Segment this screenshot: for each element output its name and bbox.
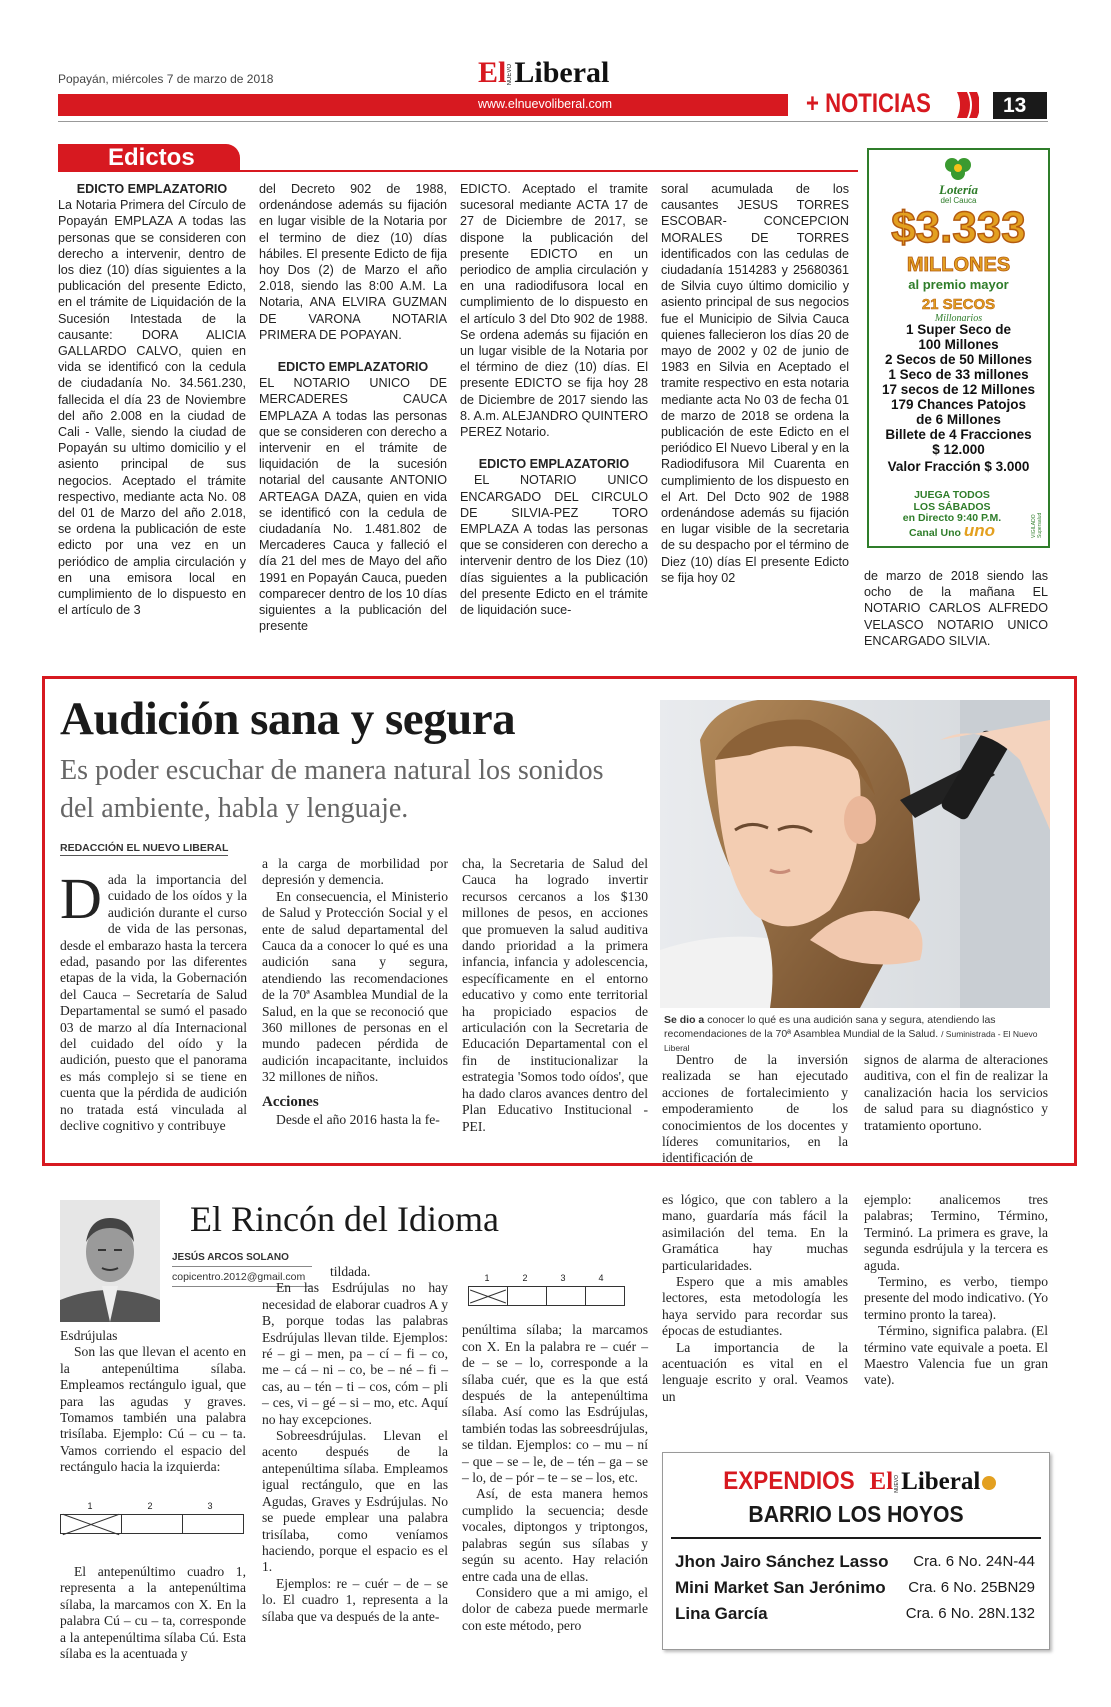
expendios-header [663,1467,1049,1496]
edicto-column-5 [864,568,1048,649]
edicto-text: del Decreto 902 de 1988, ordenándose además su fijación en lugar visible de la Notaria por el termino de diez (10) días hábiles. El presente Edicto de fija hoy Dos (2) de Marzo el año 2.018, siendo las 8:00 A.M. La Notaria, ANA ELVIRA GUZMAN DE VARONA NOTARIA PRIMERA DE POPAYAN. [259,182,447,342]
edictos-title: Edictos [108,144,195,171]
article-byline: REDACCIÓN EL NUEVO LIBERAL [60,842,229,854]
lottery-ad[interactable] [867,148,1050,548]
logo-nuevo: NUEVO [507,63,514,85]
clover-icon [941,156,975,182]
edicto-text: de marzo de 2018 siendo las ocho de la mañana EL NOTARIO CARLOS ALFREDO VELASCO NOTARIO UNICO ENCARGADO SILVIA. [864,569,1048,648]
stores-list [675,1549,1035,1627]
edicto-text: EDICTO. Aceptado el tramite sucesoral mediante ACTA 17 de 27 de Diciembre de 2017, se dispone la publicación del presente EDICTO en un periodico de amplia circulación y en una radiodifusora local en cumplimiento de lo dispuesto en el artículo 3 del Dto 902 de 1988. Se ordena además su fijación en un lugar visible de la Notaria por el término de diez (10) días. El presente EDICTO se fija hoy 28 de Diciembre de 2017 siendo las 8. A.m. ALEJANDRO QUINTERO PEREZ Notario. [460,182,648,440]
barrio-rule [671,1537,1041,1539]
edicto-heading: EDICTO EMPLAZATORIO [478,457,630,472]
logo-el: El [478,56,507,89]
column-title: El Rincón del Idioma [190,1199,499,1239]
article-column-5 [864,1052,1048,1134]
rincon-column-5 [864,1192,1048,1389]
prize-line: Billete de 4 Fracciones [885,427,1032,442]
syllable-diagram-3: 1 2 3 [60,1498,246,1534]
section-title: + NOTICIAS [806,88,931,118]
rincon-text: Son las que llevan el acento en la antepenúltima sílaba. Empleamos rectángulo igual, que para las agudas y graves. Tomamos también una palabra trisílaba. Ejemplo: Cú – cu – ta. Vamos corriendo el espacio del rectángulo hacia la izquierda: [60,1344,246,1475]
lottery-millones: MILLONES [906,254,1011,276]
rincon-text: La importancia de la acentuación es vital en el lenguaje escrito y oral. Veamos un [662,1339,848,1404]
article-photo [660,700,1050,1008]
header-red-bar [58,94,788,116]
article-column-1 [60,866,247,1135]
logo-el: El [869,1468,894,1495]
author-photo [60,1200,160,1322]
article-column-2 [262,856,448,1129]
expendios-title: EXPENDIOS [722,1467,855,1495]
prize-line: 100 Millones [918,337,999,352]
rincon-text: En las Esdrújulas no hay necesidad de elaborar cuadros A y B, porque todas las palabras Esdrújulas llevan tilde. Ejemplos: ré – gi – men, pa – cí – fi – co, me – cá – ni – co, be – né – fi – cas, au – tén – ti – cos, cóm – pli – ces, vi – gé – si – mo, etc. Aquí no hay excepciones. [262,1280,448,1427]
supersalud-seal: VIGILADO Supersalud [1031,512,1043,538]
header-rule [58,121,1048,122]
edicto-column-4 [661,181,849,586]
article-column-4 [662,1052,848,1167]
rincon-text: Término, significa palabra. (El término vate equivale a poeta. El Maestro Valencia fue un gran vate). [864,1323,1048,1388]
rincon-column-2 [262,1264,448,1625]
section-stripes-icon [955,92,979,118]
article-text: cha, la Secretaria de Salud del Cauca ha logrado invertir recursos cercanos a los $130 millones de pesos, en acciones que promueven la salud auditiva dando prioridad a la primera infancia, infancia y adolescencia, específicamente en el entorno educativo y como ente territorial ha propiciado espacios de articulación con la Secretaria de Educación Departamental con el fin de institucionalizar la estrategia 'Somos todo oídos', que ha dado claros avances dentro del Plan Educativo Institucional - PEI. [462,856,648,1134]
article-dropcap: D [60,866,102,931]
author-email[interactable]: copicentro.2012@gmail.com [172,1271,306,1283]
prize-line: Valor Fracción $ 3.000 [887,459,1030,474]
list-item: Lina García Cra. 6 No. 28N.132 [675,1604,1035,1623]
logo-liberal: Liberal [901,1468,981,1495]
rincon-text: Esdrújulas [60,1328,118,1343]
rincon-text: Espero que a mis amables lectores, esta metodología les haya servido para recordar sus épocas de estudiantes. [662,1274,848,1339]
lottery-amount: $3.333 [891,203,1026,252]
article-text: a la carga de morbilidad por depresión y demencia. [262,856,448,888]
rincon-column-3 [462,1266,648,1634]
rincon-text: Considero que a mi amigo, el dolor de cabeza puede mermarle con este método, pero [462,1584,648,1633]
canal-uno-logo: uno [963,520,995,540]
article-text: Dentro de la inversión realizada se han ejecutado acciones de fortalecimiento y empoderamiento de los conocimientos de los docentes y líderes comunitarios, en la identificación de [662,1052,848,1166]
masthead-logo[interactable] [478,58,609,88]
edicto-heading: EDICTO EMPLAZATORIO [277,360,429,375]
lottery-schedule [877,490,1027,539]
rincon-text: es lógico, que con tablero a la mano, guardaría más fácil la asimilación del tema. En la Gramática hay muchas particularidades. [662,1192,848,1273]
article-text: En consecuencia, el Ministerio de Salud y Protección Social y el ente de salud departamental del Cauca da a conocer lo qué es una audición sana y segura, atendiendo las recomendaciones de la 70ª Asamblea Mundial de la Salud, en la que se reconoció que 360 millones de personas en el mundo padecen pérdida de audición incapacitante, incluidos 32 millones de niños. [262,888,448,1085]
edicto-text: EL NOTARIO UNICO ENCARGADO DEL CIRCULO DE SILVIA-PEZ TORO EMPLAZA A todas las personas que se consideren con derecho a intervenir dentro de los Diez (10) días siguientes a la publicación del presente Edicto en el trámite de liquidación suce- [460,473,648,618]
anniversary-badge-icon [982,1476,996,1490]
schedule-line: Canal Uno uno [909,520,995,540]
rincon-text: Termino, es verbo, tiempo presente del modo indicativo. (Yo termino pronto la tarea). [864,1274,1048,1322]
schedule-line: LOS SÁBADOS [913,500,991,513]
list-item: Jhon Jairo Sánchez Lasso Cra. 6 No. 24N-44 [675,1552,1035,1571]
edicto-text: La Notaria Primera del Círculo de Popayán EMPLAZA A todas las personas que se consideren con derecho a intervenir, dentro de los diez (10) días siguientes a la publicación del presente Edicto, en el trámite de Liquidación de la Sucesión Intestada de la causante: DORA ALICIA GALLARDO CALVO, quien en vida se identificó con la cedula de ciudadanía No. 34.561.230, fallecida el día 23 de Noviembre del año 2.008 en la ciudad de Cali - Valle, siendo la ciudad de Popayán su ultimo domicilio y el asiento principal de sus negocios. Aceptado el trámite respectivo, mediante acta No. 08 del 01 de Marzo del año 2.018, se ordena la publicación de este edicto por una vez en un periódico de amplia circulación y en una emisora local en cumplimiento de lo dispuesto en el artículo de 3 [58,198,246,618]
expendios-ad[interactable] [662,1452,1050,1650]
author-name: JESÚS ARCOS SOLANO [172,1252,289,1263]
list-item: Mini Market San Jerónimo Cra. 6 No. 25BN29 [675,1578,1035,1597]
edicto-heading: EDICTO EMPLAZATORIO [76,182,228,196]
schedule-line: JUEGA TODOS [914,489,990,501]
edicto-column-1 [58,181,246,618]
article-text: Desde el año 2016 hasta la fe- [276,1112,440,1128]
rincon-text: penúltima sílaba; la marcamos con X. En la palabra re – cuér – de – se – lo, corresponde a la sílaba cuér, que es la que está después de la antepenúltima sílaba. Así como las Esdrújulas, también todas las sobreesdrújulas, se tildan. Ejemplos: co – mu – ní – que – se – le, de – tén – ga – se – lo, de – pór – te – se – los, etc. [462,1322,648,1486]
prize-line: de 6 Millones [916,412,1001,427]
expendios-barrio: BARRIO LOS HOYOS [748,1501,964,1527]
edicto-column-3 [460,181,648,618]
article-text: signos de alarma de alteraciones auditiva, con el fin de realizar la canalización hacia los servicios de salud para su diagnóstico y tratamiento oportuno. [864,1052,1048,1133]
prize-line: 17 secos de 12 Millones [881,382,1036,397]
article-headline: Audición sana y segura [60,693,516,745]
site-url[interactable]: www.elnuevoliberal.com [478,97,613,111]
logo-liberal: Liberal [514,56,610,89]
logo-nuevo: NUEVO [894,1475,901,1493]
article-subtitle: Es poder escuchar de manera natural los sonidos del ambiente, habla y lenguaje. [60,755,604,824]
rincon-text: Así, de esta manera hemos cumplido la secuencia; desde vocales, diptongos y triptongos, palabras según sus sílabas y según su acento. Hay relación entre cada una de ellas. [462,1486,648,1584]
prize-line: 1 Seco de 33 millones [888,367,1029,382]
rincon-text: Sobreesdrújulas. Llevan el acento después de la antepenúltima sílaba. Empleamos igual rectángulo, que en las Agudas, Graves y Esdrújulas. No se puede emplear una palabra trisílaba, como veníamos haciendo, porque el espacio es el 1. [262,1428,448,1575]
article-column-3 [462,856,648,1135]
lottery-premio: al premio mayor [908,277,1009,292]
lottery-prizes [869,322,1048,474]
prize-line: 1 Super Seco de [905,322,1012,337]
section-label [806,88,958,119]
edicto-text: EL NOTARIO UNICO DE MERCADERES CAUCA EMPLAZA A todas las personas que se consideren con derecho a intervenir en el trámite de liquidación de la sucesión notarial del causante ANTONIO ARTEAGA DAZA, quien en vida se identificó con la cedula de ciudadanía No. 1.481.802 de Mercaderes Cauca y falleció el día 21 del mes de Mayo del año 1991 en Popayán Cauca, pueden comparecer dentro de los 10 días siguientes a la publicación del presente [259,376,447,634]
article-subheading: Acciones [262,1093,319,1110]
rincon-text: Ejemplos: re – cuér – de – se lo. El cuadro 1, representa a la sílaba que va después de la ante- [262,1575,448,1624]
page-date: Popayán, miércoles 7 de marzo de 2018 [58,72,274,86]
rincon-column-1 [60,1328,246,1663]
rincon-text: tildada. [330,1264,371,1279]
schedule-line: en Directo 9:40 P.M. [902,512,1002,524]
article-text: ada la importancia del cuidado de los oídos y la audición durante el curso de vida de las personas, desde el embarazo hasta la tercera edad, pasando por las diferentes etapas de la vida, la Gobernación del Cauca – Secretaría de Salud Departamental se sumó el pasado 03 de marzo al día Internacional del cuidado del oído y la audición, puesto que el panorama es más complejo si se tiene en cuenta que la pérdida de audición no tratada está vinculada al declive cognitivo y contribuye [60,872,247,1134]
page-number: 13 [1003,94,1027,117]
edicto-text: soral acumulada de los causantes JESUS TORRES ESCOBAR- CONCEPCION MORALES DE TORRES identificados con las cedulas de ciudadanía 1514283 y 25680361 de Silvia cuyo último domicilio y asiento principal de sus negocios fue el Municipio de Silvia Cauca quienes fallecieron los días 20 de mayo de 2002 y 02 de junio de 1983 en Silvia en Aceptado el tramite respectivo en esta notaria mediante acta No 03 de fecha 01 de marzo de 2018 se ordena la publicación de este Edicto en el periódico El Nuevo Liberal y en la Radiodifusora Mil Cuarenta en cumplimiento de los dispuesto en el Art. Del Dcto 902 de 1988 ordenándose además su fijación en lugar visible de la secretaria de su despacho por el término de Diez (10) días El presente Edicto se fija hoy 02 [661,182,849,585]
prize-line: $ 12.000 [932,442,985,457]
prize-line: 2 Secos de 50 Millones [884,352,1033,367]
prize-line: 179 Chances Patojos [890,397,1027,412]
syllable-diagram-4: 1 2 3 4 [468,1270,648,1306]
lottery-secos-sub: Millonarios [934,313,983,324]
rincon-column-4 [662,1192,848,1405]
lottery-secos: 21 SECOS [921,296,996,313]
photo-caption: Se dio a conocer lo qué es una audición sana y segura, atendiendo las recomendaciones de la 70ª Asamblea Mundial de la Salud. / Suministrada - El Nuevo Liberal [664,1014,1038,1053]
rincon-text: El antepenúltimo cuadro 1, representa a la antepenúltima sílaba, la marcamos con X. En la palabra Cú – cu – ta, corresponde a la antepenúltima sílaba Cú. Esta sílaba es la acentuada y [60,1564,246,1662]
edicto-column-2 [259,181,447,634]
lottery-brand-sub: del Cauca [940,196,977,205]
lottery-brand: Lotería [939,182,978,197]
rincon-text: ejemplo: analicemos tres palabras; Termino, Término, Terminó. La primera es grave, la segunda esdrújula y la tercera es aguda. [864,1192,1048,1273]
